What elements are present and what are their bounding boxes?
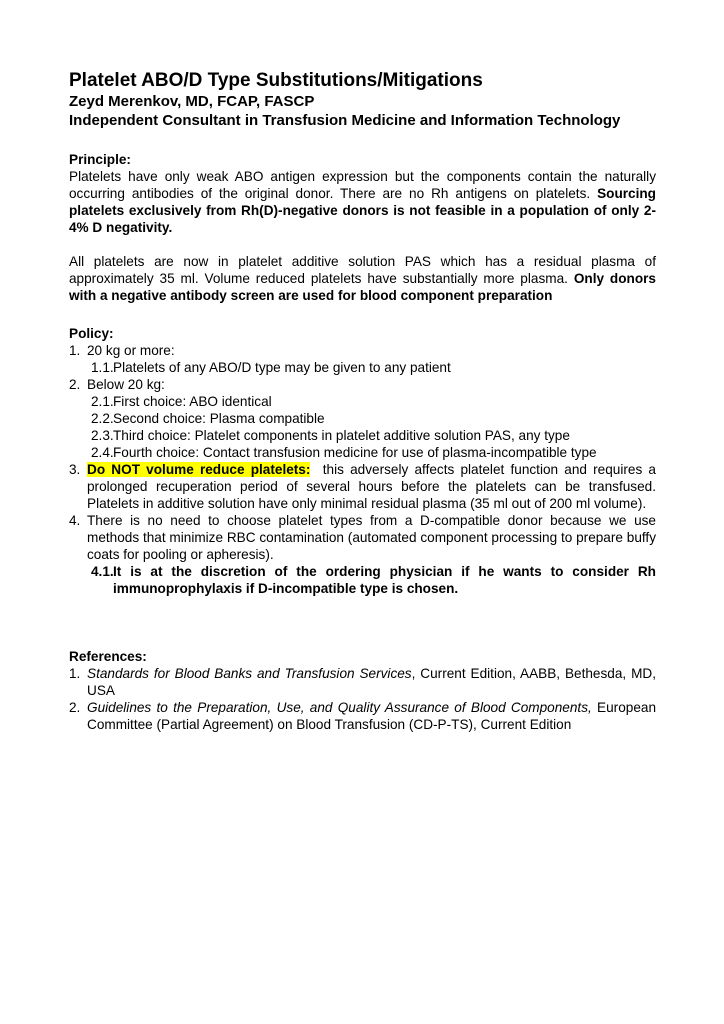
policy-subitem-text: First choice: ABO identical <box>113 394 272 409</box>
principle-heading: Principle: <box>69 152 131 167</box>
author-line: Zeyd Merenkov, MD, FCAP, FASCP <box>69 93 315 110</box>
policy-item-text: this adversely affects platelet function and requires a prolonged recuperation period of several hours before the platelets can be transfused. Platelets in additive solution have only minimal residual plasma (35 ml out of 200 ml volume). <box>87 462 660 511</box>
reference-details: European Committee (Partial Agreement) on Blood Transfusion (CD-P-TS), Current Edition <box>87 700 657 732</box>
document-page <box>69 70 660 733</box>
policy-subitem-text: It is at the discretion of the ordering physician if he wants to consider Rh immunoprophylaxis if D-incompatible type is chosen. <box>113 564 656 596</box>
policy-subitem-text: Platelets of any ABO/D type may be given to any patient <box>113 360 451 375</box>
principle-paragraph-1-text: Platelets have only weak ABO antigen expression but the components contain the naturally occurring antibodies of the original donor. There are no Rh antigens on platelets. <box>69 169 656 201</box>
affiliation-line: Independent Consultant in Transfusion Medicine and Information Technology <box>69 112 621 129</box>
policy-subitem-text: Fourth choice: Contact transfusion medicine for use of plasma-incompatible type <box>113 445 597 460</box>
policy-item <box>69 376 656 461</box>
policy-item-text: Below 20 kg: <box>87 377 165 392</box>
policy-subitem-number: 2.4. <box>91 445 114 460</box>
policy-item-number: 4. <box>69 513 81 528</box>
policy-subitem <box>87 427 656 444</box>
policy-item-text: There is no need to choose platelet types from a D-compatible donor because we use methods that minimize RBC contamination (automated component processing to prepare buffy coats for pooling or apheresis). <box>87 513 656 562</box>
policy-item <box>69 512 656 597</box>
policy-item-text: 20 kg or more: <box>87 343 175 358</box>
reference-number: 2. <box>69 700 81 715</box>
policy-sublist <box>87 393 656 461</box>
policy-subitem <box>87 444 656 461</box>
principle-section <box>69 151 656 304</box>
policy-section <box>69 325 660 597</box>
principle-paragraph-2-text: All platelets are now in platelet additive solution PAS which has a residual plasma of approximately 35 ml. Volume reduced platelets have substantially more plasma. <box>69 254 656 286</box>
document-title: Platelet ABO/D Type Substitutions/Mitigations <box>69 70 483 91</box>
references-section <box>69 648 656 733</box>
principle-paragraph-2-emphasis: Only donors with a negative antibody screen are used for blood component preparation <box>69 271 656 303</box>
policy-subitem-number: 1.1. <box>91 360 114 375</box>
principle-paragraph-1-emphasis: Sourcing platelets exclusively from Rh(D)-negative donors is not feasible in a population of only 2-4% D negativity. <box>69 186 656 235</box>
policy-subitem <box>87 393 656 410</box>
policy-sublist <box>87 563 656 597</box>
policy-list <box>69 342 660 597</box>
policy-sublist <box>87 359 656 376</box>
reference-title: Guidelines to the Preparation, Use, and Quality Assurance of Blood Components, <box>87 700 592 715</box>
policy-heading: Policy: <box>69 326 114 341</box>
policy-subitem <box>87 410 656 427</box>
policy-item-number: 1. <box>69 343 81 358</box>
policy-item-highlight: Do NOT volume reduce platelets: <box>87 462 311 477</box>
policy-subitem-number: 2.1. <box>91 394 114 409</box>
policy-item <box>69 342 656 376</box>
reference-number: 1. <box>69 666 81 681</box>
policy-item-number: 3. <box>69 462 81 477</box>
reference-title: Standards for Blood Banks and Transfusion Services <box>87 666 412 681</box>
principle-paragraph-1 <box>69 168 656 236</box>
reference-item <box>69 699 656 733</box>
policy-subitem-text: Second choice: Plasma compatible <box>113 411 325 426</box>
policy-subitem <box>87 563 656 597</box>
policy-subitem-number: 4.1. <box>91 564 114 579</box>
policy-subitem-number: 2.3. <box>91 428 114 443</box>
policy-subitem-text: Third choice: Platelet components in platelet additive solution PAS, any type <box>113 428 570 443</box>
reference-details: , Current Edition, AABB, Bethesda, MD, USA <box>87 666 656 698</box>
policy-subitem <box>87 359 656 376</box>
policy-subitem-number: 2.2. <box>91 411 114 426</box>
principle-paragraph-2 <box>69 253 656 304</box>
references-heading: References: <box>69 649 147 664</box>
policy-item <box>69 461 660 512</box>
reference-item <box>69 665 656 699</box>
policy-item-number: 2. <box>69 377 81 392</box>
references-list <box>69 665 656 733</box>
